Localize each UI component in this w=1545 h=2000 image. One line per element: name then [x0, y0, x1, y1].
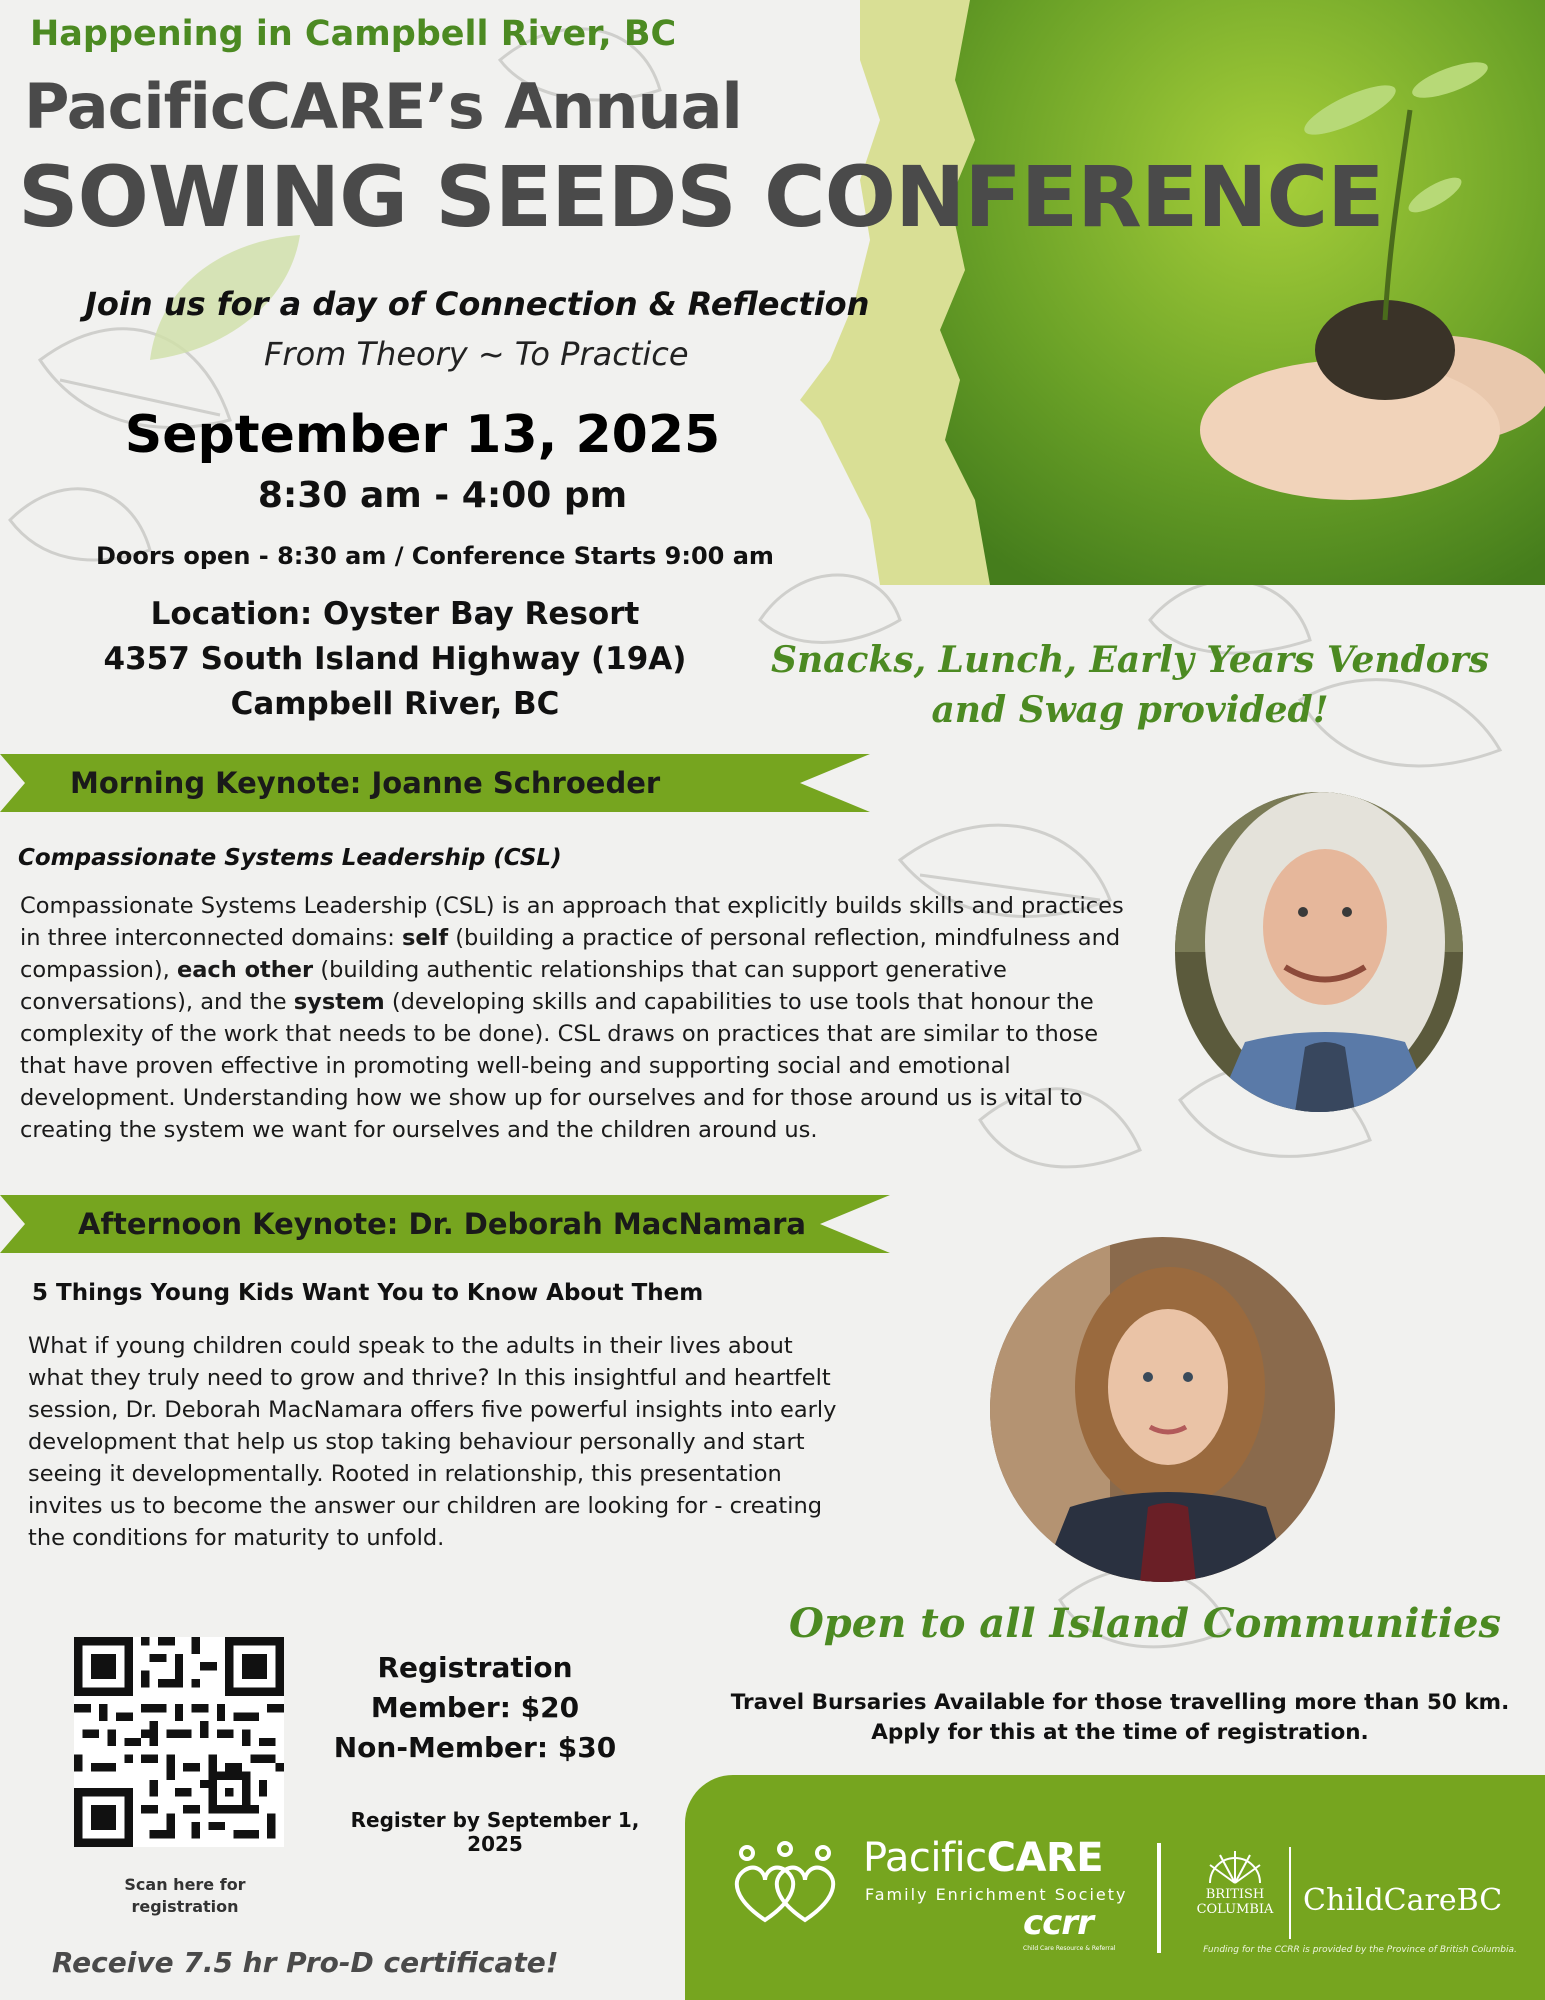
intro-subheading: From Theory ~ To Practice [264, 335, 689, 373]
registration-heading: Registration [377, 1651, 573, 1684]
pacificcare-hearts-logo-icon [725, 1835, 845, 1925]
perks-line-2: and Swag provided! [931, 689, 1329, 731]
registration-qr-code[interactable] [74, 1637, 284, 1847]
location-address: 4357 South Island Highway (19A) [103, 641, 687, 677]
deborah-macnamara-portrait [990, 1237, 1335, 1582]
bc-sun-logo-icon [1205, 1843, 1265, 1885]
location-venue: Location: Oyster Bay Resort [150, 596, 640, 632]
sponsor-footer [685, 1775, 1545, 2000]
ccrr-subtitle: Child Care Resource & Referral [1023, 1945, 1116, 1952]
location-tagline: Happening in Campbell River, BC [30, 14, 677, 54]
registration-deadline: Register by September 1, 2025 [350, 1808, 640, 1856]
logo-divider [1157, 1843, 1161, 1953]
location-city: Campbell River, BC [230, 686, 560, 722]
travel-bursary-info: Travel Bursaries Available for those travelling more than 50 km. Apply for this at the time of registration. [730, 1690, 1510, 1745]
morning-keynote-banner [0, 754, 870, 812]
afternoon-keynote-label: Afternoon Keynote: Dr. Deborah MacNamara [78, 1207, 806, 1241]
member-price: Member: $20 [370, 1691, 580, 1724]
open-to-communities: Open to all Island Communities [788, 1600, 1502, 1647]
morning-session-description: Compassionate Systems Leadership (CSL) is an approach that explicitly builds skills and practices in three interconnected domains: self (building a practice of personal reflection, mindfulness and compassion), each other (building authentic relationships that can support generative conversations), and the system (developing skills and capabilities to use tools that honour the complexity of the work that needs to be done). CSL draws on practices that are similar to those that have proven effective in promoting well-being and supporting social and emotional development. Understanding how we show up for ourselves and for those around us is vital to creating the system we want for ourselves and the children around us. [20, 893, 1124, 1143]
pacificcare-society-name: Family Enrichment Society [865, 1885, 1128, 1904]
morning-session-title: Compassionate Systems Leadership (CSL) [18, 845, 562, 871]
event-time: 8:30 am - 4:00 pm [257, 475, 628, 516]
qr-caption: Scan here for registration [124, 1875, 246, 1916]
registration-pricing [320, 1648, 630, 1768]
morning-keynote-label: Morning Keynote: Joanne Schroeder [70, 766, 661, 800]
joanne-schroeder-portrait [1175, 792, 1463, 1112]
funding-disclaimer: Funding for the CCRR is provided by the Province of British Columbia. [1203, 1945, 1517, 1955]
ccrr-logo-text: ccrr [1023, 1903, 1093, 1943]
doors-open-info: Doors open - 8:30 am / Conference Starts 9:00 am [96, 542, 774, 570]
afternoon-session-description: What if young children could speak to the adults in their lives about what they truly need to grow and thrive? In this insightful and heartfelt session, Dr. Deborah MacNamara offers five powerful insights into early development that help us stop taking behaviour personally and start seeing it developmentally. Rooted in relationship, this presentation invites us to become the answer our children are looking for - creating the conditions for maturity to unfold. [28, 1333, 837, 1551]
pacificcare-logo-text: PacificCARE [863, 1835, 1104, 1881]
perks-line-1: Snacks, Lunch, Early Years Vendors [770, 639, 1490, 681]
non-member-price: Non-Member: $30 [333, 1731, 617, 1764]
perks-callout [730, 635, 1530, 735]
seedling-in-hands-photo [930, 0, 1545, 585]
afternoon-session-title: 5 Things Young Kids Want You to Know About Them [32, 1280, 704, 1306]
event-date: September 13, 2025 [124, 405, 721, 465]
intro-heading: Join us for a day of Connection & Reflection [85, 285, 870, 323]
event-location [0, 592, 790, 727]
organizer-title: PacificCARE’s Annual [24, 70, 742, 143]
british-columbia-logo: BRITISH COLUMBIA [1196, 1887, 1274, 1917]
childcarebc-logo-text: ChildCareBC [1303, 1883, 1503, 1918]
pro-d-certificate-note: Receive 7.5 hr Pro-D certificate! [52, 1946, 559, 1979]
logo-divider [1289, 1847, 1291, 1939]
conference-title: SOWING SEEDS CONFERENCE [18, 148, 1384, 246]
afternoon-keynote-banner [0, 1195, 890, 1253]
